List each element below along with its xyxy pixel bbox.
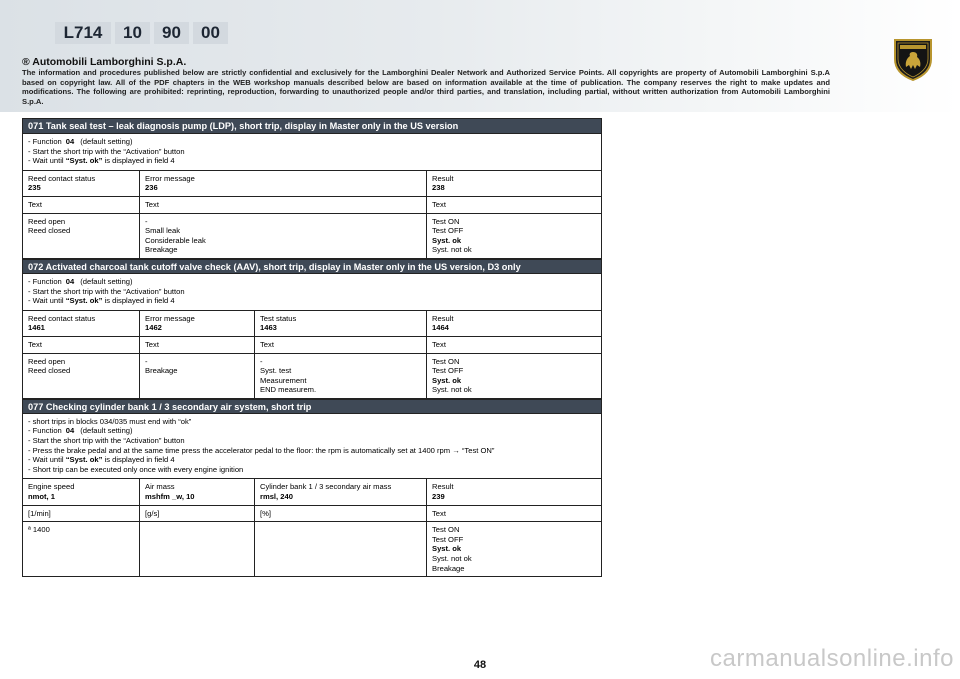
column-header: Test status 1463 [255,311,427,336]
function-line: - Function 04 (default setting) [28,137,133,146]
unit-cell: Text [432,199,446,209]
wait-line: - Wait until “Syst. ok” is displayed in field 4 [28,455,175,465]
copyright-title: ® Automobili Lamborghini S.p.A. [22,56,187,68]
section-072-title: 072 Activated charcoal tank cutoff valve check (AAV), short trip, display in Master only in the US version, D3 only [23,259,601,274]
value-cell: Test ON Test OFF Syst. ok Syst. not ok [432,356,472,395]
column-header: Air mass mshfm _w, 10 [140,479,255,504]
section-071-title: 071 Tank seal test – leak diagnosis pump (LDP), short trip, display in Master only in the US version [23,119,601,134]
column-header: Error message 236 [140,171,427,196]
instruction-line: - short trips in blocks 034/035 must end with “ok” [28,416,192,426]
table-row [23,197,601,214]
subgroup-code: 90 [154,22,189,44]
value-cell: - Syst. test Measurement END measurem. [255,354,427,398]
table-row [23,479,601,505]
unit-cell: Text [255,337,427,353]
measuring-block-table [22,118,602,577]
wait-line: - Wait until “Syst. ok” is displayed in field 4 [28,296,175,306]
instruction-line: - Start the short trip with the “Activation” button [28,146,185,156]
table-row [23,171,601,197]
unit-cell: [%] [255,506,427,522]
value-cell [255,522,427,576]
unit-cell: Text [23,197,140,213]
column-header: Result 1464 [432,313,454,333]
table-row [23,354,601,399]
function-line: - Function 04 (default setting) [28,276,133,286]
column-header: Engine speed nmot, 1 [23,479,140,504]
table-row [23,506,601,523]
unit-cell: Text [23,337,140,353]
column-header: Reed contact status 1461 [23,311,140,336]
value-cell [140,522,255,576]
value-cell: Test ON Test OFF Syst. ok Syst. not ok Breakage [432,525,472,573]
instruction-line: - Short trip can be executed only once with every engine ignition [28,464,244,474]
table-row [23,311,601,337]
model-code: L714 [55,22,111,44]
column-header: Error message 1462 [140,311,255,336]
watermark-text: carmanualsonline.info [710,645,954,672]
column-header: Result 239 [432,482,454,502]
section-077-title: 077 Checking cylinder bank 1 / 3 secondary air system, short trip [23,399,601,414]
value-cell: Reed open Reed closed [23,354,140,398]
revision-code: 00 [193,22,228,44]
table-row [23,337,601,354]
value-cell: ª 1400 [23,522,140,576]
instruction-line: - Press the brake pedal and at the same time press the accelerator pedal to the floor: the rpm is automatically set at 1400 rpm → “Test ON” [28,445,495,455]
unit-cell: Text [140,337,255,353]
unit-cell: Text [432,508,446,518]
section-072-instructions [23,274,601,311]
column-header: Cylinder bank 1 / 3 secondary air mass rmsl, 240 [255,479,427,504]
unit-cell: Text [140,197,427,213]
wait-line: - Wait until “Syst. ok” is displayed in field 4 [28,156,175,166]
unit-cell: [1/min] [23,506,140,522]
column-header: Reed contact status 235 [23,171,140,196]
section-077-instructions [23,414,601,480]
copyright-text: The information and procedures published below are strictly confidential and exclusively for the Lamborghini Dealer Network and Authorized Service Points. All copyrights are property of Automobili Lamborghini S.p.A based on copyright law. All of the PDF chapters in the WEB workshop manuals described below are based on information available at the time of publication. The company reserves the right to make updates and modifications. The following are prohibited: reprinting, reproduction, forwarding to unauthorized people and/or third parties, and translation, including partial, without written authorization from Automobili Lamborghini S.p.A. [22,68,830,106]
unit-cell: [g/s] [140,506,255,522]
lamborghini-shield-logo [893,37,933,81]
table-row [23,522,601,576]
section-071-instructions [23,134,601,171]
value-cell: Test ON Test OFF Syst. ok Syst. not ok [432,216,472,255]
group-code: 10 [115,22,150,44]
value-cell: - Breakage [140,354,255,398]
page-number: 48 [473,659,487,671]
value-cell: - Small leak Considerable leak Breakage [140,214,427,258]
unit-cell: Text [432,339,446,349]
function-line: - Function 04 (default setting) [28,426,133,436]
value-cell: Reed open Reed closed [23,214,140,258]
table-row [23,214,601,259]
document-code-bar [55,22,232,44]
instruction-line: - Start the short trip with the “Activation” button [28,436,185,446]
column-header: Result 238 [432,173,454,193]
instruction-line: - Start the short trip with the “Activation” button [28,286,185,296]
copyright-notice [22,56,830,106]
